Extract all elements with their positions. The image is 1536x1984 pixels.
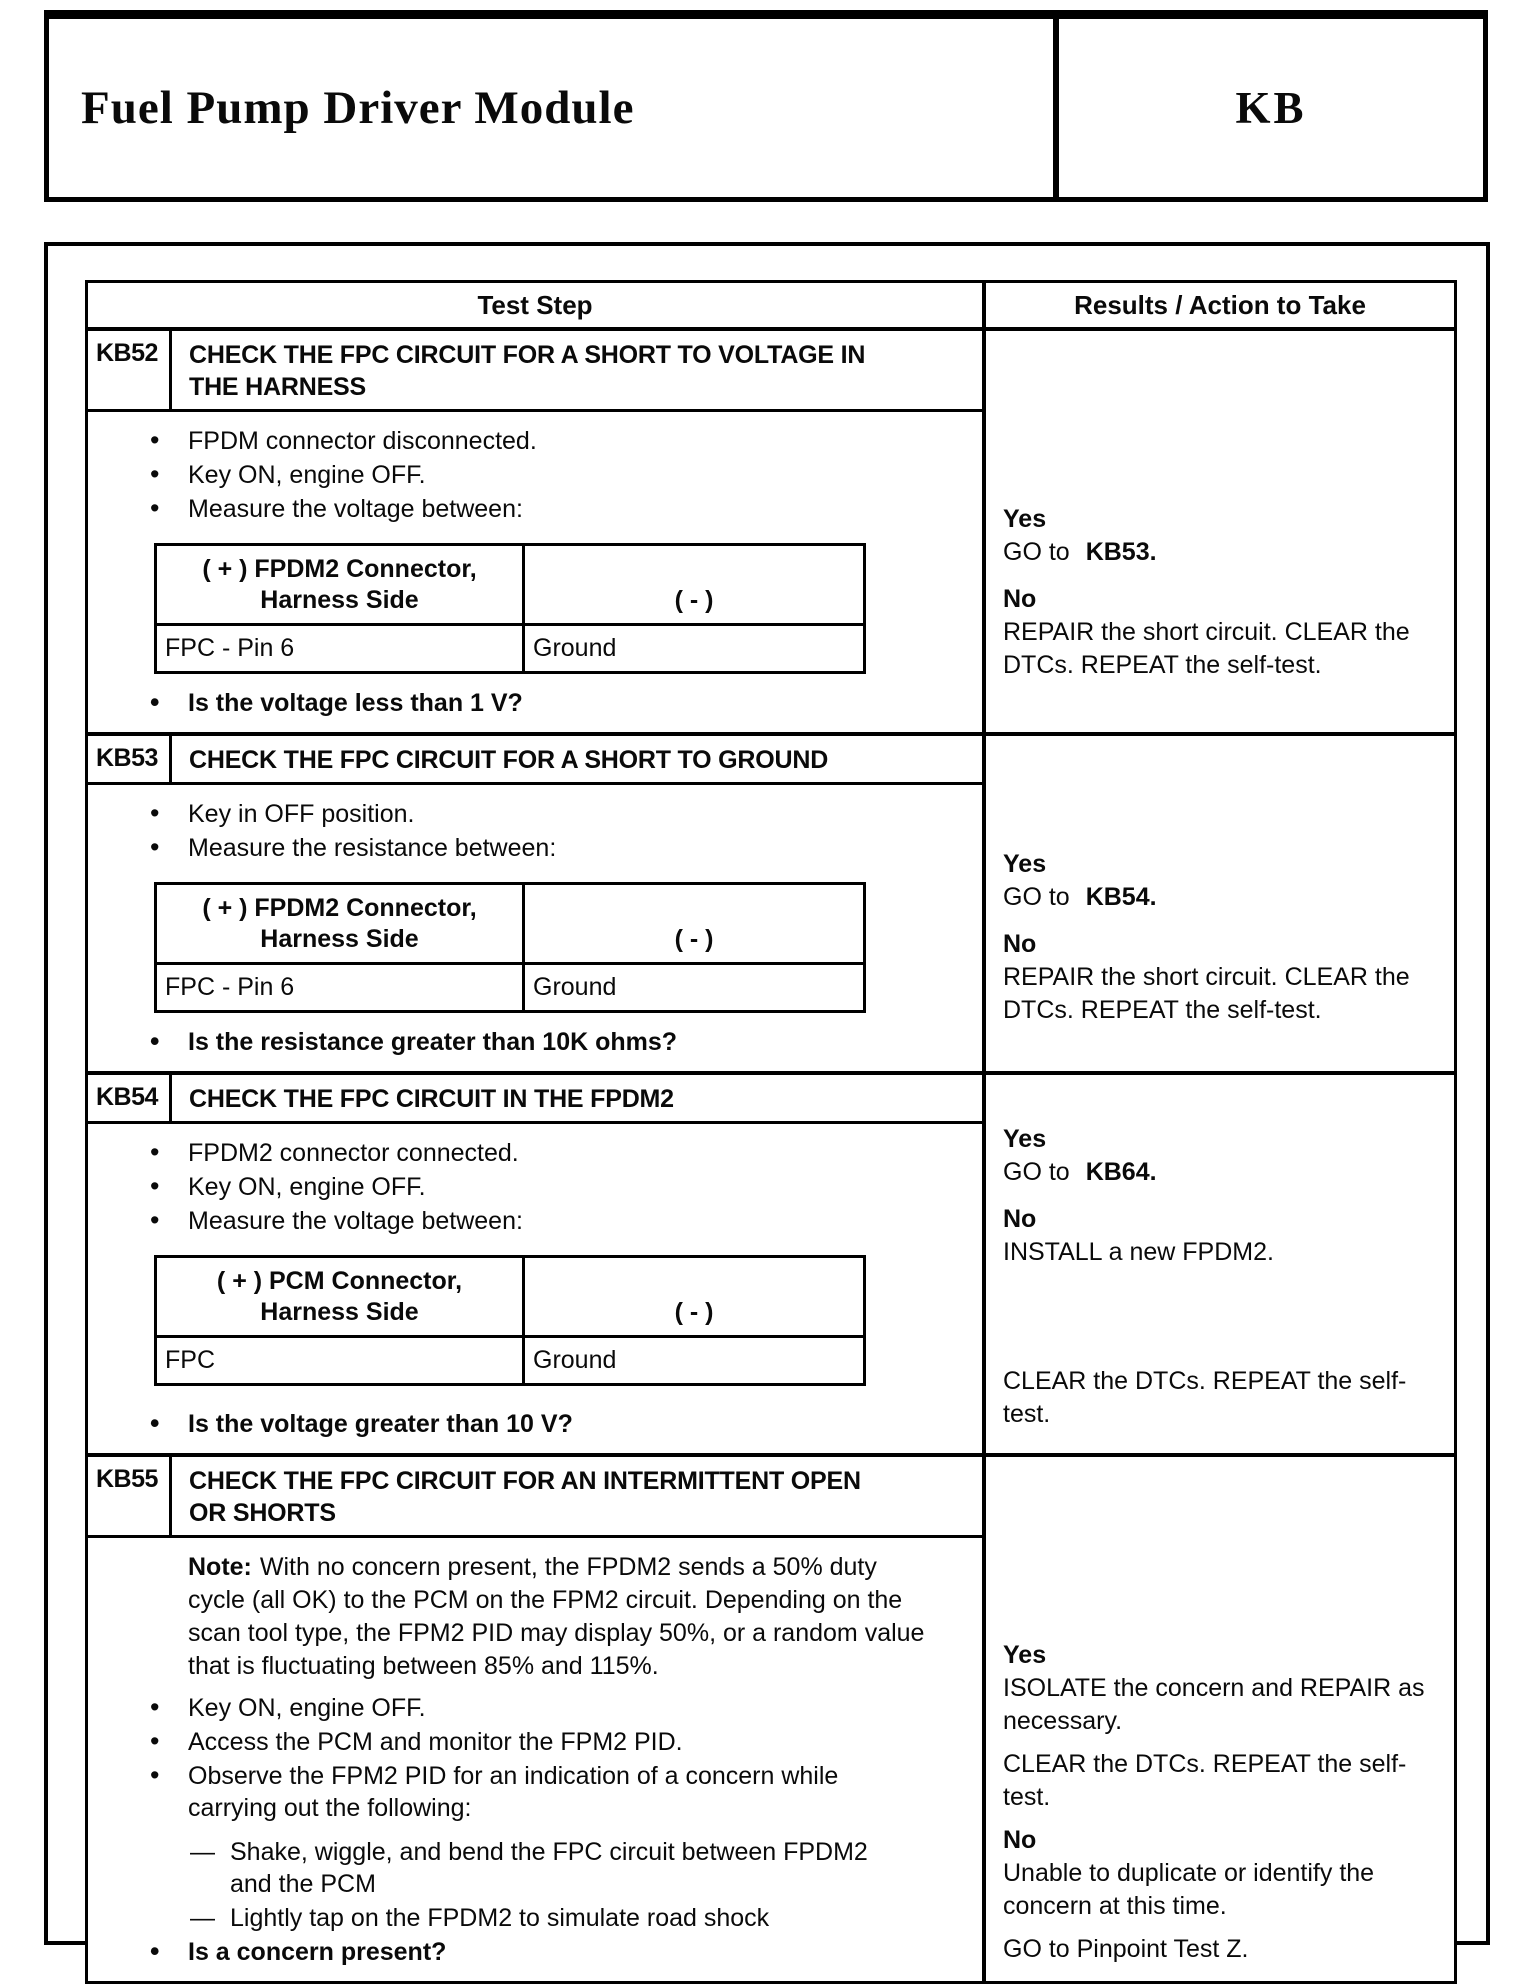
result-yes-target: KB53. [1085, 538, 1157, 566]
results-cell [986, 1075, 1454, 1453]
measurement-negative-point: Ground [533, 973, 617, 1001]
test-question: • Is a concern present? [88, 1936, 958, 1968]
step-bullet: • FPDM2 connector connected. [88, 1137, 958, 1169]
result-yes-label: Yes [1003, 1641, 1047, 1669]
test-question: • Is the resistance greater than 10K ohms? [88, 1026, 958, 1058]
step-bullet: • Key ON, engine OFF. [88, 1171, 958, 1203]
test-step-cell [88, 1457, 986, 1981]
document-header [44, 10, 1488, 202]
measurement-negative-header: ( - ) [525, 546, 863, 626]
column-header-results: Results / Action to Take [1074, 290, 1366, 320]
result-yes-action [1003, 881, 1442, 914]
step-bullet: • Observe the FPM2 PID for an indication of a concern while carrying out the following: [88, 1760, 888, 1824]
measurement-positive-header: ( + ) FPDM2 Connector, Harness Side [157, 885, 525, 965]
result-no-label: No [1003, 1205, 1037, 1233]
measurement-negative-header: ( - ) [525, 885, 863, 965]
test-section-kb52 [88, 331, 1454, 732]
test-id: KB52 [88, 331, 172, 409]
measurement-table [154, 1255, 866, 1386]
step-bullet: • Key ON, engine OFF. [88, 1692, 958, 1724]
result-yes-target: KB54. [1085, 883, 1157, 911]
measurement-table [154, 543, 866, 674]
measurement-positive-header: ( + ) FPDM2 Connector, Harness Side [157, 546, 525, 626]
test-body [88, 1124, 982, 1453]
result-yes-action: CLEAR the DTCs. REPEAT the self-test. [1003, 1750, 1407, 1811]
result-yes-action-text: GO to [1003, 883, 1070, 911]
measurement-positive-point: FPC - Pin 6 [157, 626, 525, 671]
result-yes-label: Yes [1003, 850, 1047, 878]
result-no-label: No [1003, 930, 1037, 958]
result-no-action: INSTALL a new FPDM2. [1003, 1238, 1274, 1266]
step-bullet: • Access the PCM and monitor the FPM2 PID. [88, 1726, 958, 1758]
test-id: KB55 [88, 1457, 172, 1535]
measurement-negative-point: Ground [533, 634, 617, 662]
test-step-cell [88, 736, 986, 1071]
measurement-positive-point: FPC - Pin 6 [157, 965, 525, 1010]
test-body [88, 785, 982, 1071]
test-id: KB53 [88, 736, 172, 782]
result-yes-action: ISOLATE the concern and REPAIR as necessary. [1003, 1674, 1425, 1735]
results-spacer [1003, 1189, 1442, 1203]
step-bullet: • Key in OFF position. [88, 798, 958, 830]
result-yes-action-text: GO to [1003, 538, 1070, 566]
results-cell [986, 1457, 1454, 1981]
test-question: • Is the voltage greater than 10 V? [88, 1408, 958, 1440]
page-title: Fuel Pump Driver Module [81, 82, 635, 134]
step-bullet: • Measure the voltage between: [88, 1205, 958, 1237]
step-bullet: • Measure the voltage between: [88, 493, 958, 525]
note-label: Note: [188, 1553, 252, 1581]
result-no-label: No [1003, 585, 1037, 613]
test-title: CHECK THE FPC CIRCUIT IN THE FPDM2 [189, 1085, 674, 1113]
test-question: • Is the voltage less than 1 V? [88, 687, 958, 719]
results-spacer [1003, 914, 1442, 928]
results-spacer [1003, 569, 1442, 583]
test-title: CHECK THE FPC CIRCUIT FOR A SHORT TO GROUND [189, 746, 829, 774]
result-yes-label: Yes [1003, 1125, 1047, 1153]
step-bullet: • Measure the resistance between: [88, 832, 958, 864]
table-header-row [88, 283, 1454, 331]
measurement-positive-header: ( + ) PCM Connector, Harness Side [157, 1258, 525, 1338]
results-cell [986, 736, 1454, 1071]
test-section-kb53 [88, 732, 1454, 1071]
test-body [88, 1538, 982, 1981]
test-step-cell [88, 331, 986, 732]
measurement-negative-header: ( - ) [525, 1258, 863, 1338]
results-cell [986, 331, 1454, 732]
column-header-test-step: Test Step [88, 283, 986, 327]
pinpoint-test-code-cell [1059, 19, 1483, 197]
test-section-kb54 [88, 1071, 1454, 1453]
substep-dash: — Shake, wiggle, and bend the FPC circuit between FPDM2 and the PCM [88, 1836, 868, 1900]
result-no-label: No [1003, 1826, 1037, 1854]
test-title: CHECK THE FPC CIRCUIT FOR A SHORT TO VOLTAGE IN THE HARNESS [189, 341, 866, 401]
result-footer: CLEAR the DTCs. REPEAT the self-test. [1003, 1367, 1407, 1428]
step-bullet: • Key ON, engine OFF. [88, 459, 958, 491]
test-title-row [88, 736, 982, 785]
substep-dash: — Lightly tap on the FPDM2 to simulate road shock [88, 1902, 868, 1934]
test-note [88, 1551, 928, 1683]
test-title: CHECK THE FPC CIRCUIT FOR AN INTERMITTENT OPEN OR SHORTS [189, 1467, 861, 1527]
measurement-table [154, 882, 866, 1013]
result-no-action: Unable to duplicate or identify the concern at this time. [1003, 1859, 1375, 1920]
test-body [88, 412, 982, 732]
content-box [44, 242, 1490, 1966]
test-id: KB54 [88, 1075, 172, 1121]
result-yes-action [1003, 1156, 1442, 1189]
note-text: With no concern present, the FPDM2 sends a 50% duty cycle (all OK) to the PCM on the FPM2 circuit. Depending on the scan tool type, the FPM2 PID may display 50%, or a random value that is fluctuating between 85% and 115%. [188, 1553, 925, 1680]
result-yes-label: Yes [1003, 505, 1047, 533]
result-yes-action [1003, 536, 1442, 569]
measurement-negative-point: Ground [533, 1346, 617, 1374]
test-title-row [88, 1075, 982, 1124]
result-no-action: REPAIR the short circuit. CLEAR the DTCs. REPEAT the self-test. [1003, 618, 1410, 679]
result-yes-target: KB64. [1085, 1158, 1157, 1186]
pinpoint-test-code: KB [1235, 83, 1307, 133]
test-title-row [88, 331, 982, 412]
test-section-kb55 [88, 1453, 1454, 1981]
result-yes-action-text: GO to [1003, 1158, 1070, 1186]
results-spacer [1003, 1269, 1442, 1365]
step-bullet: • FPDM connector disconnected. [88, 425, 958, 457]
document-title-cell [49, 19, 1059, 197]
result-no-action: REPAIR the short circuit. CLEAR the DTCs. REPEAT the self-test. [1003, 963, 1410, 1024]
pinpoint-test-table [85, 280, 1457, 1984]
test-title-row [88, 1457, 982, 1538]
result-no-action: GO to Pinpoint Test Z. [1003, 1935, 1249, 1963]
test-step-cell [88, 1075, 986, 1453]
measurement-positive-point: FPC [157, 1338, 525, 1383]
